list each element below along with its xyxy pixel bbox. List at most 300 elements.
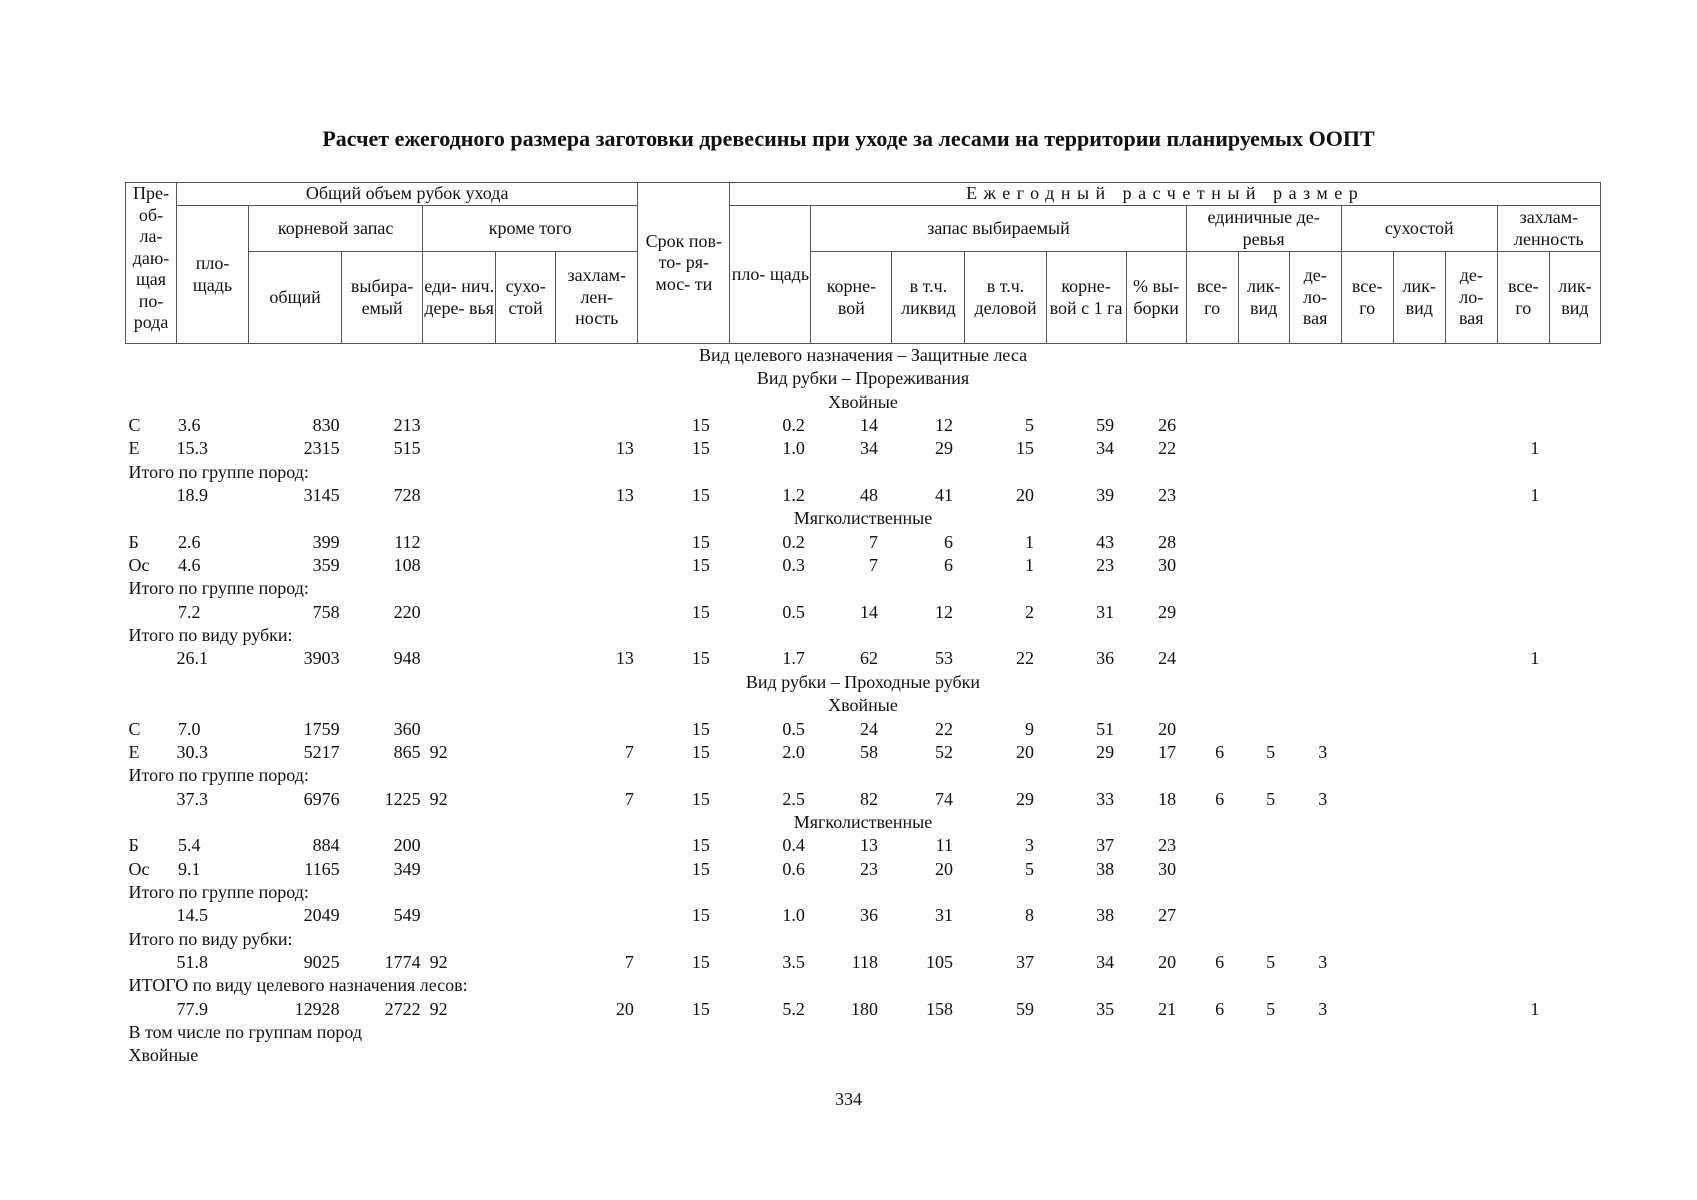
header-single-liquid: лик- вид <box>1238 252 1289 344</box>
table-cell <box>1393 788 1445 811</box>
table-cell: 43 <box>1096 531 1115 552</box>
table-cell <box>1186 437 1238 460</box>
table-cell: 15.3 <box>176 438 209 459</box>
table-cell <box>1497 951 1549 974</box>
table-cell: 7.0 <box>178 718 201 739</box>
table-cell <box>1341 554 1393 577</box>
table-cell <box>496 531 556 554</box>
table-cell: 6 <box>1215 951 1225 972</box>
table-cell: 92 <box>429 741 448 762</box>
header-litter: захлам- ленность <box>1497 206 1600 252</box>
table-cell: 3145 <box>303 485 340 506</box>
subtotal-label: Хвойные <box>128 1045 199 1066</box>
header-single-business: де- ло- вая <box>1289 252 1341 344</box>
page-number: 334 <box>835 1089 862 1109</box>
table-cell: 37.3 <box>176 788 209 809</box>
table-cell: 15 <box>691 718 710 739</box>
table-row <box>126 998 1601 1021</box>
table-cell <box>1393 531 1445 554</box>
table-cell: 1 <box>1025 555 1035 576</box>
table-cell <box>1549 554 1600 577</box>
table-cell: 5.2 <box>782 998 805 1019</box>
table-cell <box>1497 414 1549 437</box>
table-cell <box>1289 484 1341 507</box>
species-cell <box>126 951 177 974</box>
table-cell: 213 <box>393 415 421 436</box>
header-clutter: захлам- лен- ность <box>556 252 638 344</box>
table-cell: 1.2 <box>782 485 805 506</box>
table-cell: 33 <box>1096 788 1115 809</box>
subtotal-label: Итого по группе пород: <box>128 461 309 482</box>
table-cell <box>1445 484 1497 507</box>
table-cell <box>556 858 638 881</box>
table-cell <box>1289 904 1341 927</box>
table-cell: 1774 <box>384 951 421 972</box>
table-cell <box>1238 484 1289 507</box>
table-cell: 3903 <box>303 648 340 669</box>
table-cell: 59 <box>1016 998 1035 1019</box>
table-cell <box>1289 531 1341 554</box>
subtotal-label-row <box>126 881 1601 904</box>
table-cell <box>1341 601 1393 624</box>
table-cell: 1.0 <box>782 438 805 459</box>
species-cell: Б <box>128 835 139 856</box>
species-cell: Ос <box>128 555 150 576</box>
table-cell <box>1549 437 1600 460</box>
table-cell: 38 <box>1096 858 1115 879</box>
table-cell: 2.5 <box>782 788 805 809</box>
subtotal-label-row <box>126 1021 1601 1044</box>
header-total-thinning-volume: Общий объем рубок ухода <box>177 183 638 206</box>
table-cell: 7 <box>624 788 634 809</box>
table-cell: 108 <box>393 555 421 576</box>
table-cell <box>1238 554 1289 577</box>
table-cell <box>1549 647 1600 670</box>
header-incl-business: в т.ч. деловой <box>965 252 1046 344</box>
table-cell: 1 <box>1025 531 1035 552</box>
table-cell <box>1445 858 1497 881</box>
header-annual-area: пло- щадь <box>730 206 811 344</box>
table-row <box>126 788 1601 811</box>
table-cell <box>1497 858 1549 881</box>
table-cell <box>1393 601 1445 624</box>
table-cell: 21 <box>1158 998 1177 1019</box>
table-cell <box>1497 834 1549 857</box>
table-row <box>126 437 1601 460</box>
table-cell: 830 <box>312 415 340 436</box>
table-cell <box>1445 834 1497 857</box>
table-cell <box>496 904 556 927</box>
table-cell: 36 <box>1096 648 1115 669</box>
table-cell: 0.2 <box>782 531 805 552</box>
table-cell: 1225 <box>384 788 421 809</box>
table-cell: 5 <box>1266 951 1276 972</box>
table-cell: 29 <box>1016 788 1035 809</box>
table-cell: 15 <box>691 788 710 809</box>
table-cell: 28 <box>1158 531 1177 552</box>
table-cell: 53 <box>934 648 953 669</box>
table-cell: 7 <box>868 531 878 552</box>
table-cell <box>496 858 556 881</box>
table-cell: 31 <box>1096 601 1115 622</box>
table-cell <box>496 601 556 624</box>
table-cell <box>423 437 496 460</box>
table-cell: 12 <box>934 601 953 622</box>
species-cell <box>126 484 177 507</box>
section-heading-row <box>126 344 1601 368</box>
table-cell: 62 <box>859 648 878 669</box>
table-cell <box>1445 647 1497 670</box>
subtotal-label-row <box>126 1044 1601 1067</box>
table-cell: 6 <box>1215 998 1225 1019</box>
table-cell <box>496 484 556 507</box>
table-cell <box>1238 414 1289 437</box>
harvest-table <box>125 182 1601 1068</box>
section-heading: Вид целевого назначения – Защитные леса <box>698 345 1028 365</box>
table-cell <box>1186 834 1238 857</box>
header-selected: выбира- емый <box>342 252 423 344</box>
table-cell: 0.4 <box>782 835 805 856</box>
section-heading-row <box>126 671 1601 694</box>
table-body <box>126 344 1601 1068</box>
table-cell <box>1186 904 1238 927</box>
table-cell: 15 <box>691 531 710 552</box>
table-cell <box>1341 647 1393 670</box>
table-cell: 51 <box>1096 718 1115 739</box>
species-cell: Е <box>128 438 140 459</box>
table-cell: 82 <box>859 788 878 809</box>
table-cell <box>1341 437 1393 460</box>
header-dead-liquid: лик- вид <box>1393 252 1445 344</box>
table-cell: 77.9 <box>176 998 209 1019</box>
table-cell <box>1341 834 1393 857</box>
table-cell: 118 <box>851 951 878 972</box>
table-cell <box>1393 437 1445 460</box>
table-cell: 6 <box>943 531 953 552</box>
header-single-all: все- го <box>1186 252 1238 344</box>
table-cell: 9025 <box>303 951 340 972</box>
table-cell <box>1445 437 1497 460</box>
table-cell <box>1289 414 1341 437</box>
species-cell <box>126 998 177 1021</box>
section-heading: Мягколиственные <box>793 811 933 832</box>
table-cell: 13 <box>615 485 634 506</box>
table-cell <box>1445 414 1497 437</box>
table-cell: 1 <box>1530 438 1540 459</box>
table-cell: 865 <box>393 741 421 762</box>
table-cell: 20 <box>1016 485 1035 506</box>
table-cell: 37 <box>1096 835 1115 856</box>
table-cell <box>556 601 638 624</box>
table-cell <box>423 834 496 857</box>
table-cell <box>1549 788 1600 811</box>
table-cell <box>1445 741 1497 764</box>
table-row <box>126 718 1601 741</box>
table-cell: 0.5 <box>782 718 805 739</box>
table-cell <box>423 554 496 577</box>
table-cell: 26.1 <box>176 648 209 669</box>
table-cell: 35 <box>1096 998 1115 1019</box>
table-cell: 3 <box>1318 951 1328 972</box>
table-cell <box>1445 554 1497 577</box>
section-heading: Вид рубки – Проходные рубки <box>745 671 981 692</box>
subtotal-label: Итого по группе пород: <box>128 765 309 786</box>
table-cell: 158 <box>925 998 953 1019</box>
document-title: Расчет ежегодного размера заготовки древесины при уходе за лесами на территории планируемых ООПТ <box>322 126 1375 151</box>
subtotal-label-row <box>126 577 1601 600</box>
table-cell <box>1238 718 1289 741</box>
species-cell <box>126 647 177 670</box>
table-cell: 58 <box>859 741 878 762</box>
table-cell: 728 <box>393 485 421 506</box>
section-heading-row <box>126 391 1601 414</box>
species-cell <box>126 904 177 927</box>
table-cell <box>1393 554 1445 577</box>
header-species: Пре- об- ла- даю- щая по- рода <box>126 183 177 344</box>
section-heading: Хвойные <box>828 695 898 716</box>
header-area: пло- щадь <box>177 206 249 344</box>
table-cell: 220 <box>393 601 421 622</box>
table-cell: 14 <box>859 601 878 622</box>
table-cell: 5 <box>1025 415 1035 436</box>
table-cell <box>1186 554 1238 577</box>
section-heading: Хвойные <box>828 391 898 412</box>
table-cell: 20 <box>1158 951 1177 972</box>
header-total-stock: общий <box>249 252 342 344</box>
table-row <box>126 951 1601 974</box>
table-cell: 27 <box>1158 905 1177 926</box>
table-cell <box>556 718 638 741</box>
header-besides: кроме того <box>423 206 638 252</box>
table-row <box>126 601 1601 624</box>
table-cell: 20 <box>934 858 953 879</box>
table-cell <box>1341 858 1393 881</box>
table-header <box>126 183 1601 344</box>
table-cell: 23 <box>1158 835 1177 856</box>
table-cell <box>1393 834 1445 857</box>
header-root: корне- вой <box>811 252 892 344</box>
table-cell <box>556 414 638 437</box>
subtotal-label-row <box>126 461 1601 484</box>
table-row <box>126 647 1601 670</box>
species-cell <box>126 788 177 811</box>
section-heading-row <box>126 507 1601 530</box>
table-cell: 0.3 <box>782 555 805 576</box>
table-cell: 15 <box>691 858 710 879</box>
table-cell <box>423 858 496 881</box>
species-cell: Ос <box>128 858 150 879</box>
table-cell <box>1238 531 1289 554</box>
table-cell <box>423 484 496 507</box>
subtotal-label: В том числе по группам пород <box>128 1021 363 1042</box>
table-cell <box>496 741 556 764</box>
table-cell <box>496 718 556 741</box>
table-cell: 29 <box>1096 741 1115 762</box>
header-litter-all: все- го <box>1497 252 1549 344</box>
header-root-stock: корневой запас <box>249 206 423 252</box>
table-cell <box>1341 414 1393 437</box>
table-cell: 30.3 <box>176 741 209 762</box>
table-cell <box>496 951 556 974</box>
table-cell <box>556 554 638 577</box>
table-cell: 2.6 <box>178 531 201 552</box>
table-cell <box>1289 718 1341 741</box>
table-cell <box>423 601 496 624</box>
table-cell: 13 <box>859 835 878 856</box>
subtotal-label: Итого по группе пород: <box>128 578 309 599</box>
table-cell: 24 <box>1158 648 1177 669</box>
table-cell: 38 <box>1096 905 1115 926</box>
table-cell: 3.5 <box>782 951 805 972</box>
header-single: еди- нич. дере- вья <box>423 252 496 344</box>
table-cell: 1.0 <box>782 905 805 926</box>
table-cell: 20 <box>1016 741 1035 762</box>
table-cell: 1 <box>1530 485 1540 506</box>
table-cell: 13 <box>615 648 634 669</box>
table-cell: 5 <box>1025 858 1035 879</box>
table-cell: 2049 <box>303 905 340 926</box>
table-cell <box>496 998 556 1021</box>
table-cell <box>1238 647 1289 670</box>
table-row <box>126 858 1601 881</box>
header-dead-business: де- ло- вая <box>1445 252 1497 344</box>
header-dead-all: все- го <box>1341 252 1393 344</box>
table-cell <box>1549 834 1600 857</box>
table-cell: 8 <box>1025 905 1035 926</box>
table-cell <box>1445 788 1497 811</box>
table-cell: 4.6 <box>178 555 201 576</box>
section-heading-row <box>126 694 1601 717</box>
table-cell: 2315 <box>303 438 340 459</box>
table-cell <box>1549 484 1600 507</box>
species-cell: Б <box>128 531 139 552</box>
table-cell: 5 <box>1266 788 1276 809</box>
subtotal-label: Итого по виду рубки: <box>128 625 293 646</box>
table-cell: 92 <box>429 951 448 972</box>
table-cell: 5 <box>1266 998 1276 1019</box>
table-cell: 15 <box>691 951 710 972</box>
table-cell: 3 <box>1025 835 1035 856</box>
table-cell <box>1341 718 1393 741</box>
table-cell: 17 <box>1158 741 1177 762</box>
table-cell: 15 <box>691 741 710 762</box>
table-cell: 7 <box>868 555 878 576</box>
section-heading: Мягколиственные <box>793 508 933 529</box>
table-cell: 1165 <box>304 858 340 879</box>
table-cell: 15 <box>691 601 710 622</box>
table-cell <box>1393 718 1445 741</box>
table-cell: 9 <box>1025 718 1035 739</box>
table-cell: 29 <box>1158 601 1177 622</box>
table-cell: 7 <box>624 951 634 972</box>
table-row <box>126 741 1601 764</box>
subtotal-label: Итого по группе пород: <box>128 881 309 902</box>
subtotal-label-row <box>126 928 1601 951</box>
section-heading: Вид рубки – Прореживания <box>756 368 970 389</box>
table-row <box>126 554 1601 577</box>
table-cell: 349 <box>393 858 421 879</box>
table-cell: 14 <box>859 415 878 436</box>
table-cell <box>556 531 638 554</box>
table-cell: 29 <box>934 438 953 459</box>
table-cell: 0.6 <box>782 858 805 879</box>
table-cell <box>1238 437 1289 460</box>
table-cell: 23 <box>859 858 878 879</box>
header-incl-liquid: в т.ч. ликвид <box>892 252 965 344</box>
table-cell: 399 <box>312 531 340 552</box>
table-cell: 15 <box>691 485 710 506</box>
table-row <box>126 414 1601 437</box>
table-cell: 22 <box>1158 438 1177 459</box>
table-cell: 15 <box>691 835 710 856</box>
table-cell <box>423 904 496 927</box>
table-cell: 5 <box>1266 741 1276 762</box>
subtotal-label-row <box>126 974 1601 997</box>
table-cell: 12928 <box>294 998 340 1019</box>
table-cell <box>423 531 496 554</box>
table-cell <box>423 414 496 437</box>
table-cell: 15 <box>1016 438 1035 459</box>
table-cell <box>1497 531 1549 554</box>
table-cell: 105 <box>925 951 953 972</box>
table-cell: 112 <box>394 531 421 552</box>
table-cell: 359 <box>312 555 340 576</box>
table-cell <box>1393 951 1445 974</box>
table-cell <box>423 647 496 670</box>
table-cell: 51.8 <box>176 951 209 972</box>
table-cell <box>496 647 556 670</box>
table-cell: 20 <box>615 998 634 1019</box>
table-cell: 11 <box>935 835 953 856</box>
table-cell <box>1186 414 1238 437</box>
table-cell: 34 <box>1096 438 1115 459</box>
table-cell: 30 <box>1158 858 1177 879</box>
table-cell <box>1549 531 1600 554</box>
header-single-trees: единичные де- ревья <box>1186 206 1341 252</box>
table-cell <box>1445 718 1497 741</box>
table-cell: 7 <box>624 741 634 762</box>
table-cell: 15 <box>691 998 710 1019</box>
header-litter-liquid: лик- вид <box>1549 252 1600 344</box>
table-cell: 0.2 <box>782 415 805 436</box>
table-cell <box>1186 484 1238 507</box>
table-cell <box>1341 484 1393 507</box>
table-cell <box>1186 858 1238 881</box>
table-cell: 3 <box>1318 741 1328 762</box>
table-cell: 92 <box>429 788 448 809</box>
subtotal-label: Итого по виду рубки: <box>128 928 293 949</box>
table-cell <box>1289 437 1341 460</box>
table-row <box>126 484 1601 507</box>
table-cell <box>1393 904 1445 927</box>
table-cell: 2.0 <box>782 741 805 762</box>
table-cell: 31 <box>934 905 953 926</box>
table-cell: 2 <box>1025 601 1035 622</box>
table-row <box>126 904 1601 927</box>
table-cell: 0.5 <box>782 601 805 622</box>
table-cell: 22 <box>1016 648 1035 669</box>
table-cell: 6 <box>943 555 953 576</box>
table-cell <box>1497 718 1549 741</box>
table-cell: 48 <box>859 485 878 506</box>
table-cell: 948 <box>393 648 421 669</box>
table-cell: 1 <box>1530 648 1540 669</box>
species-cell <box>126 601 177 624</box>
table-cell <box>496 788 556 811</box>
table-cell: 41 <box>934 485 953 506</box>
header-repeat-period: Срок пов- то- ря- мос- ти <box>638 183 730 344</box>
table-cell: 23 <box>1158 485 1177 506</box>
